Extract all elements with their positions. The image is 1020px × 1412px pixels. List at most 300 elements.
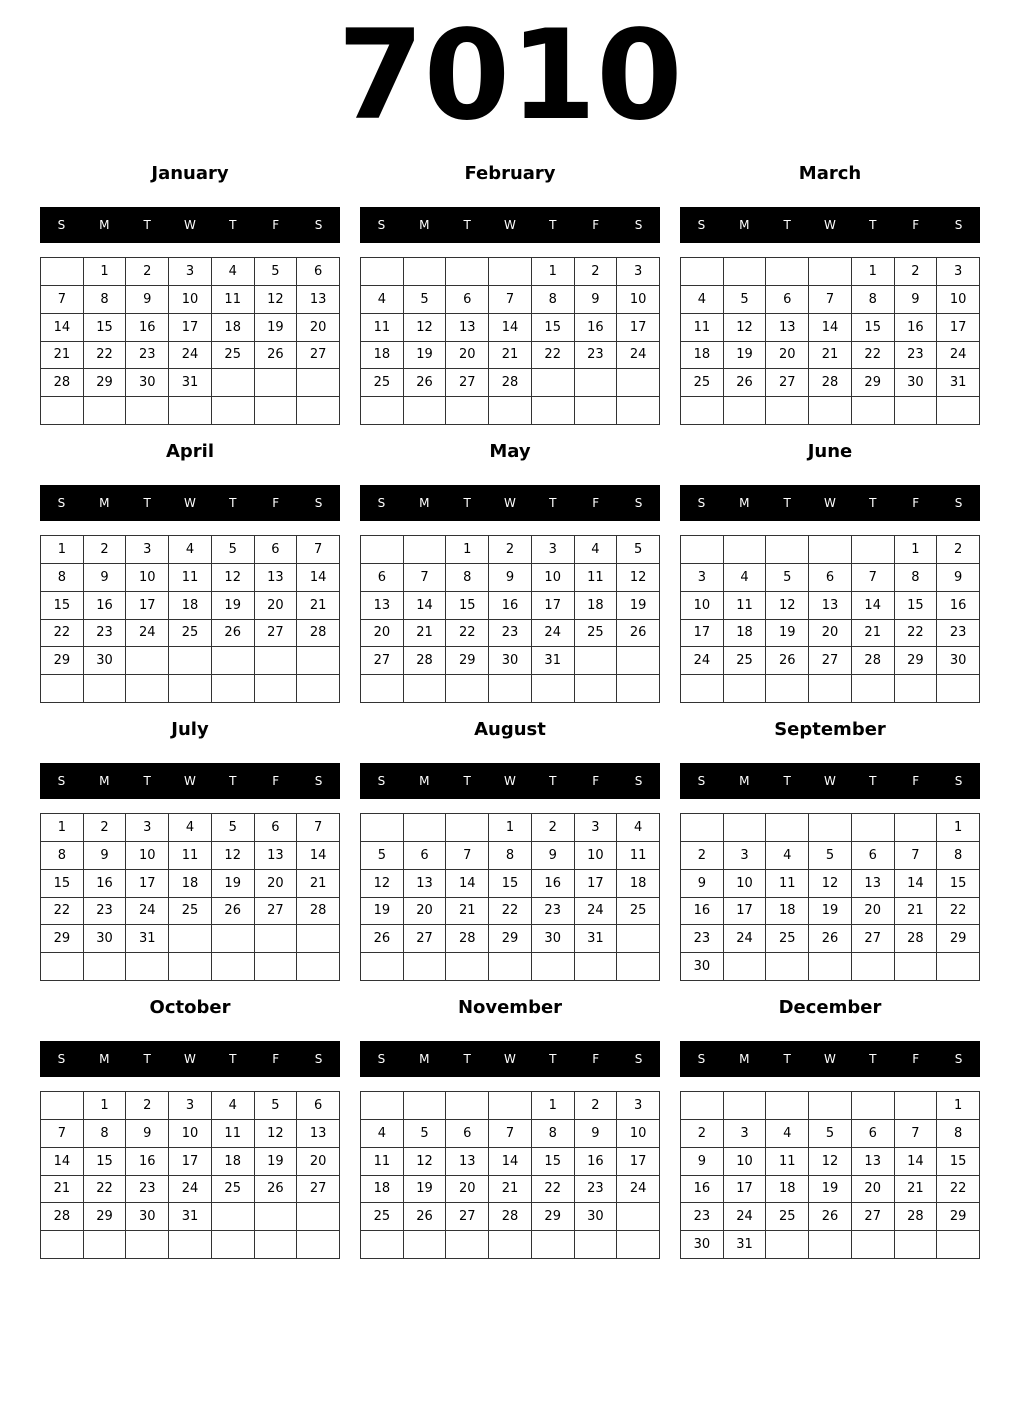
day-cell: 27 xyxy=(446,1203,489,1231)
day-cell: 12 xyxy=(809,1148,852,1176)
day-cell: 5 xyxy=(724,286,767,314)
day-cell: 15 xyxy=(852,314,895,342)
day-cell xyxy=(404,1092,447,1120)
day-cell: 28 xyxy=(852,647,895,675)
day-cell xyxy=(446,953,489,981)
day-cell: 22 xyxy=(937,1176,980,1204)
day-cell xyxy=(895,1092,938,1120)
day-cell: 14 xyxy=(852,592,895,620)
day-cell: 3 xyxy=(126,814,169,842)
day-cell: 31 xyxy=(532,647,575,675)
day-cell: 13 xyxy=(361,592,404,620)
day-cell: 12 xyxy=(255,1120,298,1148)
weekday-label: M xyxy=(419,774,430,788)
day-cell: 4 xyxy=(575,536,618,564)
day-cell: 22 xyxy=(852,342,895,370)
weekday-label: S xyxy=(697,1052,706,1066)
day-cell: 19 xyxy=(361,898,404,926)
weekday-label: W xyxy=(184,218,196,232)
day-cell: 28 xyxy=(489,369,532,397)
month-name: October xyxy=(149,997,231,1018)
day-cell: 15 xyxy=(895,592,938,620)
day-cell xyxy=(937,1231,980,1259)
day-cell xyxy=(361,953,404,981)
day-cell: 1 xyxy=(532,258,575,286)
day-cell: 1 xyxy=(41,536,84,564)
day-cell xyxy=(681,814,724,842)
day-cell xyxy=(404,814,447,842)
day-cell: 20 xyxy=(255,870,298,898)
day-cell: 13 xyxy=(404,870,447,898)
day-cell: 3 xyxy=(169,1092,212,1120)
weekday-label: T xyxy=(463,1052,471,1066)
weekday-label: T xyxy=(143,218,151,232)
day-cell: 1 xyxy=(446,536,489,564)
day-cell: 29 xyxy=(937,925,980,953)
day-cell: 23 xyxy=(84,620,127,648)
day-cell: 26 xyxy=(766,647,809,675)
weekday-label: M xyxy=(99,774,110,788)
day-cell: 20 xyxy=(446,342,489,370)
day-cell: 13 xyxy=(297,1120,340,1148)
day-cell: 2 xyxy=(489,536,532,564)
day-cell xyxy=(724,258,767,286)
day-cell xyxy=(84,1231,127,1259)
weekday-label: M xyxy=(419,1052,430,1066)
day-cell: 4 xyxy=(169,814,212,842)
day-cell: 21 xyxy=(489,342,532,370)
day-cell xyxy=(766,1092,809,1120)
day-cell: 10 xyxy=(575,842,618,870)
weekday-label: T xyxy=(783,496,791,510)
day-cell xyxy=(404,953,447,981)
day-grid xyxy=(680,813,980,981)
day-cell xyxy=(404,536,447,564)
day-cell xyxy=(212,675,255,703)
day-cell xyxy=(852,1231,895,1259)
day-cell: 15 xyxy=(532,314,575,342)
day-cell: 24 xyxy=(724,925,767,953)
day-cell xyxy=(724,675,767,703)
day-cell: 9 xyxy=(84,564,127,592)
day-cell: 20 xyxy=(809,620,852,648)
day-cell xyxy=(809,536,852,564)
weekday-label: T xyxy=(463,218,471,232)
day-cell: 21 xyxy=(895,898,938,926)
month-name: November xyxy=(457,997,563,1018)
day-cell: 7 xyxy=(41,1120,84,1148)
day-cell: 24 xyxy=(681,647,724,675)
month-name: February xyxy=(464,163,556,184)
day-cell: 28 xyxy=(895,925,938,953)
day-cell: 28 xyxy=(895,1203,938,1231)
day-grid xyxy=(360,1091,660,1259)
weekday-header xyxy=(40,763,340,799)
weekday-label: T xyxy=(549,774,557,788)
day-cell: 3 xyxy=(126,536,169,564)
day-cell: 5 xyxy=(361,842,404,870)
day-cell xyxy=(809,397,852,425)
weekday-label: T xyxy=(549,1052,557,1066)
day-grid xyxy=(40,535,340,703)
day-cell: 11 xyxy=(681,314,724,342)
day-cell: 12 xyxy=(255,286,298,314)
year-title: 7010 xyxy=(337,4,683,148)
day-cell: 25 xyxy=(361,1203,404,1231)
day-cell xyxy=(297,1231,340,1259)
weekday-label: S xyxy=(377,496,386,510)
day-grid xyxy=(680,1091,980,1259)
day-cell: 16 xyxy=(532,870,575,898)
day-cell xyxy=(297,647,340,675)
day-cell: 12 xyxy=(404,314,447,342)
day-cell: 13 xyxy=(446,314,489,342)
day-cell xyxy=(41,258,84,286)
weekday-label: W xyxy=(824,496,836,510)
day-cell: 20 xyxy=(255,592,298,620)
day-cell xyxy=(446,814,489,842)
day-cell: 20 xyxy=(297,314,340,342)
day-cell: 1 xyxy=(852,258,895,286)
weekday-label: S xyxy=(954,1052,963,1066)
day-cell xyxy=(575,675,618,703)
day-cell: 21 xyxy=(852,620,895,648)
day-cell: 30 xyxy=(84,647,127,675)
day-cell: 5 xyxy=(212,814,255,842)
day-cell: 23 xyxy=(126,1176,169,1204)
day-cell xyxy=(255,1203,298,1231)
day-cell: 15 xyxy=(84,1148,127,1176)
day-cell: 27 xyxy=(297,1176,340,1204)
day-cell xyxy=(852,1092,895,1120)
day-grid xyxy=(40,1091,340,1259)
day-cell: 29 xyxy=(446,647,489,675)
day-cell: 16 xyxy=(489,592,532,620)
weekday-label: T xyxy=(869,496,877,510)
day-cell: 4 xyxy=(169,536,212,564)
day-cell xyxy=(617,675,660,703)
weekday-label: S xyxy=(697,496,706,510)
day-cell: 20 xyxy=(446,1176,489,1204)
day-cell: 23 xyxy=(681,1203,724,1231)
day-cell: 24 xyxy=(937,342,980,370)
weekday-label: M xyxy=(419,496,430,510)
day-cell: 24 xyxy=(617,342,660,370)
day-cell xyxy=(169,925,212,953)
day-cell: 9 xyxy=(575,286,618,314)
day-cell: 21 xyxy=(489,1176,532,1204)
month-name: April xyxy=(165,441,215,462)
day-cell: 22 xyxy=(532,1176,575,1204)
day-cell: 22 xyxy=(489,898,532,926)
day-cell: 27 xyxy=(255,620,298,648)
weekday-label: S xyxy=(634,1052,643,1066)
day-cell: 17 xyxy=(126,870,169,898)
day-cell: 22 xyxy=(532,342,575,370)
day-cell: 5 xyxy=(255,258,298,286)
day-cell: 26 xyxy=(255,1176,298,1204)
day-cell xyxy=(169,397,212,425)
day-cell xyxy=(724,814,767,842)
day-cell: 9 xyxy=(84,842,127,870)
day-cell: 13 xyxy=(766,314,809,342)
weekday-label: M xyxy=(99,218,110,232)
day-cell: 4 xyxy=(617,814,660,842)
day-cell: 9 xyxy=(895,286,938,314)
day-cell xyxy=(766,1231,809,1259)
day-cell: 21 xyxy=(41,1176,84,1204)
day-cell: 12 xyxy=(724,314,767,342)
day-cell: 8 xyxy=(532,1120,575,1148)
day-cell: 12 xyxy=(766,592,809,620)
weekday-label: M xyxy=(739,1052,750,1066)
day-cell: 14 xyxy=(489,1148,532,1176)
day-cell: 27 xyxy=(255,898,298,926)
weekday-label: W xyxy=(184,774,196,788)
day-cell: 16 xyxy=(575,314,618,342)
day-cell xyxy=(297,369,340,397)
day-cell: 29 xyxy=(937,1203,980,1231)
day-cell: 30 xyxy=(126,1203,169,1231)
day-cell: 12 xyxy=(617,564,660,592)
day-cell xyxy=(617,1203,660,1231)
day-cell xyxy=(169,675,212,703)
day-cell xyxy=(255,397,298,425)
day-cell xyxy=(532,675,575,703)
day-cell: 31 xyxy=(724,1231,767,1259)
day-cell: 19 xyxy=(255,1148,298,1176)
day-cell: 30 xyxy=(681,1231,724,1259)
day-cell: 6 xyxy=(766,286,809,314)
weekday-label: T xyxy=(549,218,557,232)
day-cell: 8 xyxy=(852,286,895,314)
day-cell: 7 xyxy=(489,286,532,314)
day-cell: 23 xyxy=(575,1176,618,1204)
day-cell: 8 xyxy=(937,1120,980,1148)
weekday-label: T xyxy=(229,1052,237,1066)
month-name: January xyxy=(151,163,229,184)
day-cell: 26 xyxy=(361,925,404,953)
day-cell xyxy=(297,953,340,981)
day-cell xyxy=(617,369,660,397)
day-cell: 25 xyxy=(169,620,212,648)
day-cell xyxy=(297,925,340,953)
day-cell: 23 xyxy=(575,342,618,370)
day-cell: 5 xyxy=(809,842,852,870)
day-cell xyxy=(617,1231,660,1259)
day-cell: 3 xyxy=(724,842,767,870)
day-cell: 27 xyxy=(852,1203,895,1231)
day-cell xyxy=(766,953,809,981)
day-cell xyxy=(724,397,767,425)
day-cell xyxy=(766,258,809,286)
day-cell: 18 xyxy=(169,592,212,620)
weekday-label: T xyxy=(229,496,237,510)
day-cell: 24 xyxy=(126,898,169,926)
day-cell xyxy=(255,647,298,675)
weekday-header xyxy=(680,1041,980,1077)
day-cell xyxy=(809,814,852,842)
day-cell: 21 xyxy=(297,592,340,620)
day-cell: 15 xyxy=(446,592,489,620)
day-cell: 18 xyxy=(766,898,809,926)
weekday-label: S xyxy=(634,774,643,788)
day-cell: 14 xyxy=(297,564,340,592)
day-cell: 13 xyxy=(297,286,340,314)
weekday-label: T xyxy=(869,218,877,232)
day-cell: 18 xyxy=(212,314,255,342)
day-cell xyxy=(895,675,938,703)
weekday-header xyxy=(360,207,660,243)
day-cell: 8 xyxy=(489,842,532,870)
day-cell: 18 xyxy=(617,870,660,898)
day-cell xyxy=(766,397,809,425)
weekday-label: T xyxy=(549,496,557,510)
day-cell xyxy=(575,647,618,675)
day-cell: 14 xyxy=(41,1148,84,1176)
weekday-label: S xyxy=(314,1052,323,1066)
weekday-label: S xyxy=(954,218,963,232)
day-cell: 16 xyxy=(895,314,938,342)
day-cell: 25 xyxy=(575,620,618,648)
day-cell xyxy=(532,369,575,397)
day-cell xyxy=(84,675,127,703)
day-cell: 16 xyxy=(575,1148,618,1176)
day-cell xyxy=(212,1231,255,1259)
day-cell: 18 xyxy=(169,870,212,898)
day-cell: 6 xyxy=(852,842,895,870)
day-cell: 15 xyxy=(84,314,127,342)
day-cell: 3 xyxy=(575,814,618,842)
weekday-label: M xyxy=(739,496,750,510)
day-cell: 1 xyxy=(937,814,980,842)
day-cell xyxy=(297,397,340,425)
day-cell: 15 xyxy=(41,870,84,898)
weekday-label: S xyxy=(634,496,643,510)
weekday-label: F xyxy=(592,774,600,788)
day-cell: 7 xyxy=(809,286,852,314)
day-cell: 3 xyxy=(724,1120,767,1148)
day-cell: 15 xyxy=(489,870,532,898)
day-cell xyxy=(532,953,575,981)
day-cell: 4 xyxy=(361,1120,404,1148)
day-cell xyxy=(404,258,447,286)
day-cell xyxy=(361,675,404,703)
day-cell: 10 xyxy=(617,1120,660,1148)
day-cell: 2 xyxy=(937,536,980,564)
day-cell: 23 xyxy=(489,620,532,648)
day-cell: 28 xyxy=(404,647,447,675)
day-cell: 27 xyxy=(404,925,447,953)
day-cell: 10 xyxy=(937,286,980,314)
day-cell: 2 xyxy=(575,258,618,286)
day-cell: 14 xyxy=(297,842,340,870)
weekday-label: F xyxy=(912,218,920,232)
day-cell: 6 xyxy=(255,814,298,842)
day-cell xyxy=(212,369,255,397)
day-cell: 12 xyxy=(404,1148,447,1176)
weekday-label: S xyxy=(377,1052,386,1066)
day-cell: 27 xyxy=(446,369,489,397)
day-cell xyxy=(724,536,767,564)
day-cell xyxy=(361,1092,404,1120)
day-cell xyxy=(852,953,895,981)
day-cell xyxy=(126,1231,169,1259)
day-cell: 26 xyxy=(212,620,255,648)
day-cell xyxy=(84,953,127,981)
day-cell: 4 xyxy=(212,258,255,286)
day-cell: 27 xyxy=(852,925,895,953)
day-cell: 22 xyxy=(84,342,127,370)
day-cell: 18 xyxy=(575,592,618,620)
day-cell: 11 xyxy=(169,564,212,592)
day-cell xyxy=(126,397,169,425)
day-cell xyxy=(361,814,404,842)
day-cell: 21 xyxy=(404,620,447,648)
day-cell xyxy=(446,258,489,286)
day-cell: 26 xyxy=(255,342,298,370)
day-cell: 11 xyxy=(766,1148,809,1176)
day-cell: 7 xyxy=(895,842,938,870)
day-cell: 26 xyxy=(617,620,660,648)
day-cell: 2 xyxy=(126,258,169,286)
day-cell xyxy=(361,258,404,286)
day-cell: 15 xyxy=(41,592,84,620)
day-cell: 4 xyxy=(212,1092,255,1120)
day-cell: 7 xyxy=(41,286,84,314)
day-cell: 5 xyxy=(617,536,660,564)
weekday-label: F xyxy=(912,496,920,510)
day-cell: 1 xyxy=(84,258,127,286)
day-cell: 30 xyxy=(681,953,724,981)
day-cell: 4 xyxy=(681,286,724,314)
day-cell: 17 xyxy=(724,1176,767,1204)
day-cell: 16 xyxy=(937,592,980,620)
day-cell: 7 xyxy=(895,1120,938,1148)
day-cell: 28 xyxy=(489,1203,532,1231)
day-cell: 11 xyxy=(724,592,767,620)
day-cell: 4 xyxy=(766,842,809,870)
weekday-label: S xyxy=(57,496,66,510)
weekday-label: S xyxy=(57,774,66,788)
day-cell: 18 xyxy=(724,620,767,648)
day-cell: 19 xyxy=(809,898,852,926)
day-cell: 28 xyxy=(297,620,340,648)
day-cell: 18 xyxy=(681,342,724,370)
day-cell xyxy=(895,953,938,981)
day-cell: 23 xyxy=(126,342,169,370)
weekday-label: M xyxy=(99,1052,110,1066)
day-cell: 5 xyxy=(404,1120,447,1148)
day-cell: 17 xyxy=(126,592,169,620)
day-cell: 25 xyxy=(212,1176,255,1204)
day-cell: 27 xyxy=(766,369,809,397)
day-cell xyxy=(169,953,212,981)
day-cell xyxy=(895,1231,938,1259)
day-cell: 16 xyxy=(126,1148,169,1176)
day-cell xyxy=(724,1092,767,1120)
weekday-label: S xyxy=(697,774,706,788)
day-cell: 6 xyxy=(446,286,489,314)
day-cell: 21 xyxy=(297,870,340,898)
day-cell: 25 xyxy=(766,925,809,953)
day-cell: 1 xyxy=(532,1092,575,1120)
day-cell: 30 xyxy=(895,369,938,397)
day-cell: 28 xyxy=(446,925,489,953)
day-cell: 11 xyxy=(212,1120,255,1148)
day-cell: 2 xyxy=(681,842,724,870)
day-cell: 20 xyxy=(852,1176,895,1204)
